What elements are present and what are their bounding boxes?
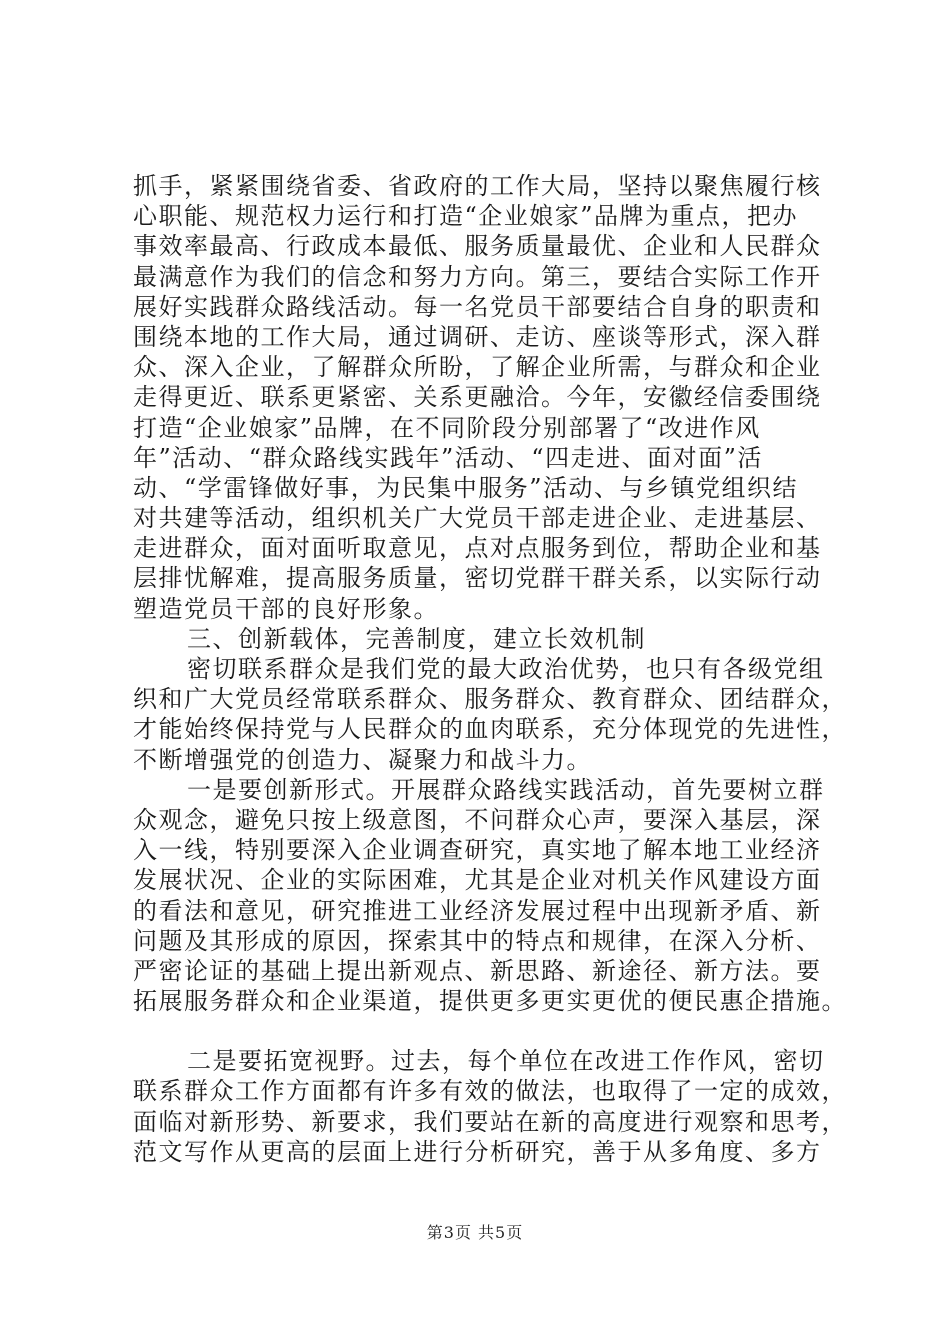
text-line: 拓展服务群众和企业渠道，提供更多更实更优的便民惠企措施。 (133, 987, 847, 1016)
text-line: 问题及其形成的原因，探索其中的特点和规律，在深入分析、 (133, 926, 822, 955)
text-line: 事效率最高、行政成本最低、服务质量最优、企业和人民群众 (133, 232, 822, 261)
page-number-label: 第3页 共5页 (426, 1223, 524, 1242)
text-line: 发展状况、企业的实际困难，尤其是企业对机关作风建设方面 (133, 866, 822, 895)
text-line: 严密论证的基础上提出新观点、新思路、新途径、新方法。要 (133, 956, 822, 985)
text-line: 联系群众工作方面都有许多有效的做法，也取得了一定的成效， (133, 1077, 847, 1106)
text-line: 众、深入企业，了解群众所盼，了解企业所需，与群众和企业 (133, 353, 822, 382)
text-line: 密切联系群众是我们党的最大政治优势，也只有各级党组 (187, 655, 825, 683)
text-line: 织和广大党员经常联系群众、服务群众、教育群众、团结群众， (133, 685, 847, 714)
text-line: 走进群众，面对面听取意见，点对点服务到位，帮助企业和基 (133, 534, 822, 563)
text-line: 才能始终保持党与人民群众的血肉联系，充分体现党的先进性， (133, 715, 847, 744)
text-line: 展好实践群众路线活动。每一名党员干部要结合自身的职责和 (133, 292, 822, 321)
text-line: 走得更近、联系更紧密、关系更融洽。今年，安徽经信委围绕 (133, 383, 822, 412)
text-line: 对共建等活动，组织机关广大党员干部走进企业、走进基层、 (133, 504, 822, 533)
document-body (133, 171, 853, 1167)
text-line: 打造“企业娘家”品牌，在不同阶段分别部署了“改进作风 (133, 413, 761, 442)
text-line: 层排忧解难，提高服务质量，密切党群干群关系，以实际行动 (133, 564, 822, 593)
text-line: 最满意作为我们的信念和努力方向。第三，要结合实际工作开 (133, 262, 822, 291)
page-footer (0, 1220, 950, 1243)
text-line: 面临对新形势、新要求，我们要站在新的高度进行观察和思考， (133, 1107, 847, 1136)
text-line: 围绕本地的工作大局，通过调研、走访、座谈等形式，深入群 (133, 322, 822, 351)
text-line: 抓手，紧紧围绕省委、省政府的工作大局，坚持以聚焦履行核 (133, 172, 822, 200)
text-line: 心职能、规范权力运行和打造“企业娘家”品牌为重点，把办 (133, 202, 799, 231)
text-line: 动、“学雷锋做好事，为民集中服务”活动、与乡镇党组织结 (133, 473, 799, 502)
section-heading: 三、创新载体，完善制度，建立长效机制 (187, 624, 646, 653)
text-line: 的看法和意见，研究推进工业经济发展过程中出现新矛盾、新 (133, 896, 822, 925)
text-line: 二是要拓宽视野。过去，每个单位在改进工作作风，密切 (187, 1047, 825, 1076)
text-line: 入一线，特别要深入企业调查研究，真实地了解本地工业经济 (133, 836, 822, 865)
text-line: 众观念，避免只按上级意图，不问群众心声，要深入基层，深 (133, 805, 822, 834)
text-line: 不断增强党的创造力、凝聚力和战斗力。 (133, 745, 592, 774)
paragraph-gap (133, 1016, 853, 1046)
text-line: 塑造党员干部的良好形象。 (133, 594, 439, 623)
text-line: 范文写作从更高的层面上进行分析研究，善于从多角度、多方 (133, 1137, 822, 1166)
text-line: 一是要创新形式。开展群众路线实践活动，首先要树立群 (187, 775, 825, 804)
text-line: 年”活动、“群众路线实践年”活动、“四走进、面对面”活 (133, 443, 763, 472)
